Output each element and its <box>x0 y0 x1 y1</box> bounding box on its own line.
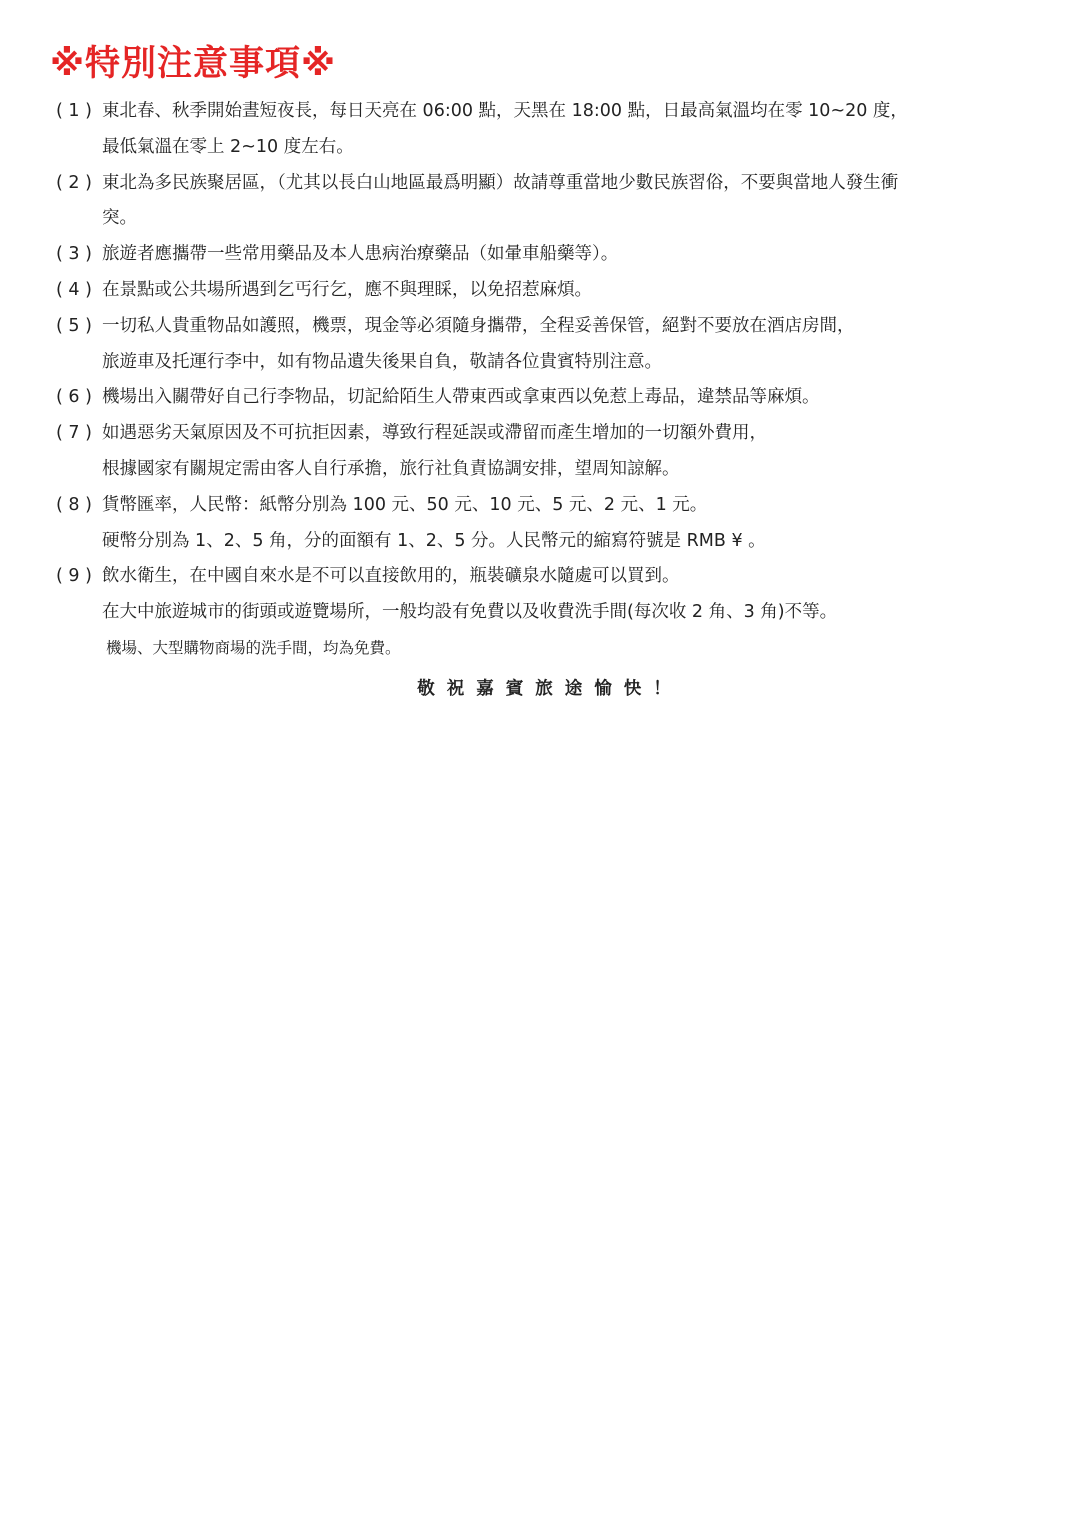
note-number: ( 7 ) <box>56 423 92 444</box>
note-5 <box>56 309 1046 381</box>
note-number: ( 5 ) <box>56 315 92 336</box>
note-line: 貨幣匯率，人民幣：紙幣分別為 100 元、50 元、10 元、5 元、2 元、1 元。 <box>102 494 708 515</box>
note-3 <box>56 237 1046 273</box>
note-line: 旅遊者應攜帶一些常用藥品及本人患病治療藥品（如暈車船藥等）。 <box>102 244 619 265</box>
note-text <box>102 559 1046 666</box>
closing-message: 敬祝嘉賓旅途愉快！ <box>417 679 683 699</box>
note-number: ( 2 ) <box>56 172 92 193</box>
note-text <box>102 488 1046 560</box>
note-7 <box>56 416 1046 488</box>
note-line: 東北春、秋季開始晝短夜長，每日天亮在 06:00 點，天黑在 18:00 點，日最高氣溫均在零 10~20 度， <box>102 101 908 121</box>
note-text <box>102 273 1046 309</box>
note-number: ( 4 ) <box>56 279 92 300</box>
note-text <box>102 237 1046 273</box>
note-line: 在大中旅遊城市的街頭或遊覽場所，一般均設有免費以及收費洗手間(每次收 2 角、3 角)不等。 <box>102 602 838 623</box>
note-number: ( 3 ) <box>56 244 92 265</box>
note-text <box>102 416 1046 488</box>
page-title: ※特別注意事項※ <box>50 44 337 84</box>
note-8 <box>56 488 1046 560</box>
note-small-line: 機場、大型購物商場的洗手間，均為免費。 <box>106 638 401 657</box>
note-number: ( 9 ) <box>56 566 92 587</box>
note-text <box>102 309 1046 381</box>
note-line: 最低氣溫在零上 2~10 度左右。 <box>102 136 354 157</box>
note-line: 一切私人貴重物品如護照，機票，現金等必須隨身攜帶，全程妥善保管，絕對不要放在酒店房間， <box>102 315 855 336</box>
note-line: 突。 <box>102 208 137 229</box>
note-number: ( 6 ) <box>56 387 92 408</box>
notes-list <box>56 94 1046 667</box>
note-4 <box>56 273 1046 309</box>
note-text <box>102 94 1046 166</box>
note-line: 飲水衛生，在中國自來水是不可以直接飲用的，瓶裝礦泉水隨處可以買到。 <box>102 566 680 587</box>
note-line: 機場出入關帶好自己行李物品，切記給陌生人帶東西或拿東西以免惹上毒品，違禁品等麻煩。 <box>102 387 820 408</box>
note-line: 如遇惡劣天氣原因及不可抗拒因素，導致行程延誤或滯留而產生增加的一切額外費用， <box>102 423 767 444</box>
note-line: 東北為多民族聚居區，（尤其以長白山地區最爲明顯）故請尊重當地少數民族習俗，不要與當地人發生衝 <box>102 172 899 193</box>
note-1 <box>56 94 1046 166</box>
note-number: ( 1 ) <box>56 101 92 121</box>
note-line: 在景點或公共場所遇到乞丐行乞，應不與理睬，以免招惹麻煩。 <box>102 279 592 300</box>
note-2 <box>56 166 1046 238</box>
note-6 <box>56 380 1046 416</box>
note-line: 旅遊車及托運行李中，如有物品遺失後果自負，敬請各位貴賓特別注意。 <box>102 351 662 372</box>
note-9 <box>56 559 1046 666</box>
note-line: 硬幣分別為 1、2、5 角，分的面額有 1、2、5 分。人民幣元的縮寫符號是 RMB ¥ 。 <box>102 530 766 551</box>
note-number: ( 8 ) <box>56 494 92 515</box>
note-text <box>102 166 1046 238</box>
note-line: 根據國家有關規定需由客人自行承擔，旅行社負責協調安排，望周知諒解。 <box>102 458 680 479</box>
note-text <box>102 380 1046 416</box>
